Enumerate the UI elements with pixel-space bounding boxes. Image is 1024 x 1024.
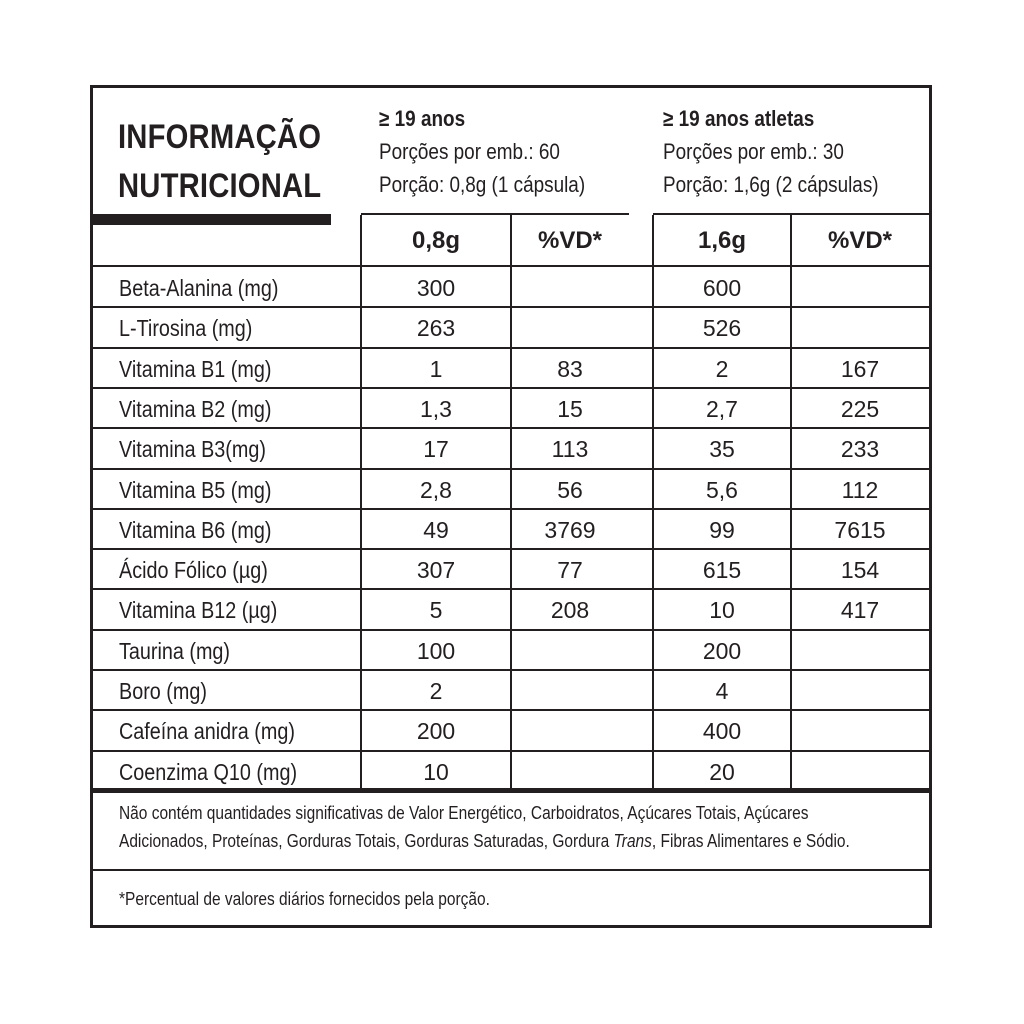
vd-group2	[791, 630, 929, 670]
vd-group1	[511, 307, 629, 347]
nutrient-name: Vitamina B3(mg)	[119, 436, 266, 463]
amount-group1: 1	[429, 355, 443, 382]
title-line-1: INFORMAÇÃO	[118, 118, 322, 156]
footnote-insignificant	[119, 799, 850, 855]
amount-group2: 99	[709, 516, 735, 543]
nutrient-name: Ácido Fólico (µg)	[119, 557, 268, 584]
table-row	[93, 428, 929, 468]
table-bottom-thick-rule	[93, 788, 929, 793]
servings-per-package: Porções por emb.: 30	[663, 139, 844, 164]
vd-group1	[511, 751, 629, 791]
amount-group2: 600	[702, 275, 742, 301]
amount-group1: 17	[423, 436, 449, 463]
amount-group1: 10	[423, 758, 449, 785]
nutrient-name: Vitamina B2 (mg)	[119, 395, 272, 422]
vd-group1	[511, 710, 629, 750]
amount-group2: 20	[709, 758, 735, 785]
amount-group2: 5,6	[706, 476, 738, 503]
vd-group2: 225	[840, 395, 880, 422]
table-row	[93, 670, 929, 710]
amount-group1: 2	[429, 678, 443, 704]
amount-group1: 100	[416, 637, 456, 664]
vd-group1: 77	[557, 557, 583, 584]
table-title	[118, 113, 321, 211]
table-row	[93, 307, 929, 347]
table-row	[93, 348, 929, 388]
nutrient-name: L-Tirosina (mg)	[119, 315, 253, 342]
vd-group2	[791, 670, 929, 710]
table-row	[93, 589, 929, 629]
nutrition-facts-table	[90, 85, 932, 928]
table-row	[93, 509, 929, 549]
vd-group2	[791, 307, 929, 347]
table-row	[93, 751, 929, 791]
vd-group2: 154	[840, 557, 880, 584]
title-line-2: NUTRICIONAL	[118, 167, 322, 205]
nutrient-name: Vitamina B5 (mg)	[119, 476, 272, 503]
vd-group2	[791, 751, 929, 791]
vd-group2: 233	[840, 436, 880, 463]
servings-per-package: Porções por emb.: 60	[379, 139, 560, 164]
table-row	[93, 710, 929, 750]
amount-group2: 2,7	[706, 395, 738, 422]
vd-group1: 15	[557, 395, 583, 422]
vd-group1	[511, 630, 629, 670]
nutrient-name: Boro (mg)	[119, 678, 207, 704]
col-header-amount-1: 0,8g	[411, 227, 461, 254]
table-row	[93, 469, 929, 509]
col-header-vd-1: %VD*	[537, 227, 603, 254]
table-row	[93, 549, 929, 589]
group-title: ≥ 19 anos	[379, 106, 466, 131]
vd-group2	[791, 267, 929, 307]
table-row	[93, 267, 929, 307]
footnote-italic-text: Trans	[613, 831, 652, 851]
vd-group2: 7615	[834, 516, 886, 543]
group-header-adults	[379, 102, 585, 201]
footnote-text: Não contém quantidades significativas de Valor Energético, Carboidratos, Açúcares Totais, Açúcares Adicionados, Proteínas, Gorduras Totais, Gorduras Saturadas, Gordura	[119, 803, 809, 851]
amount-group1: 49	[423, 516, 449, 543]
portion-size: Porção: 1,6g (2 cápsulas)	[663, 172, 879, 197]
nutrient-name: Vitamina B1 (mg)	[119, 355, 272, 382]
amount-group2: 2	[715, 355, 729, 382]
vd-group1: 113	[551, 436, 589, 463]
col-header-amount-2: 1,6g	[697, 227, 747, 254]
amount-group1: 200	[416, 718, 456, 745]
amount-group1: 2,8	[420, 476, 452, 503]
amount-group1: 5	[429, 597, 443, 624]
footnote-text-end: , Fibras Alimentares e Sódio.	[651, 831, 850, 851]
nutrient-name: Cafeína anidra (mg)	[119, 718, 295, 745]
vd-group1: 3769	[544, 516, 596, 543]
vd-group1: 56	[557, 476, 583, 503]
table-row	[93, 388, 929, 428]
amount-group2: 526	[702, 315, 742, 342]
nutrient-name: Vitamina B12 (µg)	[119, 597, 278, 624]
amount-group1: 263	[416, 315, 456, 342]
footnote-vd: *Percentual de valores diários fornecidos pela porção.	[119, 889, 490, 909]
title-underline-bar	[93, 214, 331, 225]
amount-group2: 35	[709, 436, 735, 463]
vd-group2	[791, 710, 929, 750]
vd-group2: 417	[840, 597, 880, 624]
group-header-athletes	[663, 102, 879, 201]
portion-size: Porção: 0,8g (1 cápsula)	[379, 172, 586, 197]
vd-group1: 83	[557, 355, 583, 382]
nutrient-name: Beta-Alanina (mg)	[119, 275, 279, 301]
amount-group2: 400	[702, 718, 742, 745]
group-title: ≥ 19 anos atletas	[663, 106, 815, 131]
table-row	[93, 630, 929, 670]
vd-group2: 112	[841, 476, 879, 503]
nutrient-name: Taurina (mg)	[119, 637, 231, 664]
vd-group1: 208	[550, 597, 590, 624]
amount-group2: 200	[702, 637, 742, 664]
amount-group2: 4	[715, 678, 729, 704]
vd-group2: 167	[840, 355, 880, 382]
footnote-divider	[93, 869, 929, 871]
col-header-vd-2: %VD*	[827, 227, 893, 254]
vd-group1	[511, 267, 629, 307]
amount-group1: 300	[416, 275, 456, 301]
vd-group1	[511, 670, 629, 710]
amount-group2: 615	[702, 557, 742, 584]
nutrient-name: Vitamina B6 (mg)	[119, 516, 272, 543]
nutrient-name: Coenzima Q10 (mg)	[119, 758, 298, 785]
amount-group2: 10	[709, 597, 735, 624]
amount-group1: 1,3	[420, 395, 452, 422]
amount-group1: 307	[416, 557, 456, 584]
